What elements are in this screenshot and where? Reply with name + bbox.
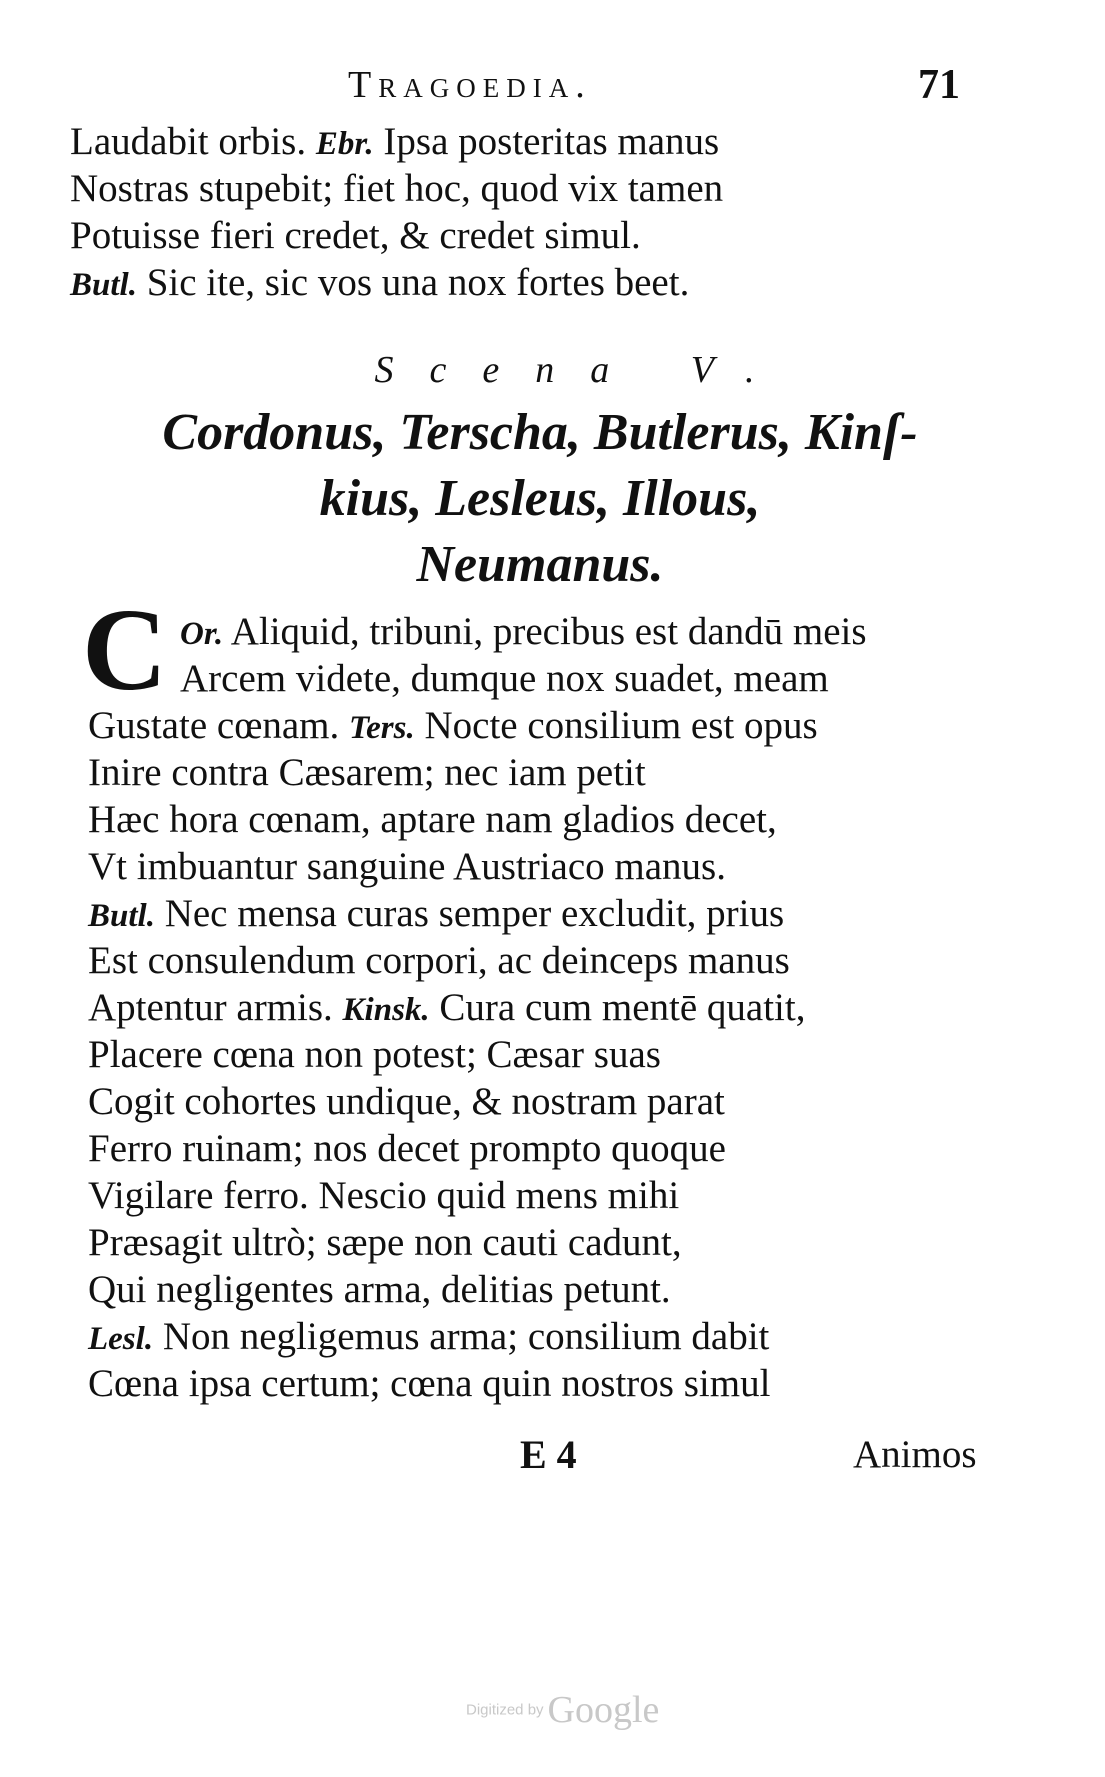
google-logo: Google <box>547 1689 660 1731</box>
verse-text: Nostras stupebit; fiet hoc, quod vix tamen <box>70 167 724 210</box>
speaker-name: Kinsk. <box>342 992 430 1028</box>
verse-text: Cœna ipsa certum; cœna quin nostros simul <box>88 1362 771 1405</box>
speaker-name: Or. <box>180 616 224 652</box>
scene-heading: Scena V. <box>374 349 791 391</box>
verse-text: Nec mensa curas semper excludit, prius <box>154 892 785 935</box>
verse-line <box>88 1360 1038 1407</box>
speaker-name: Butl. <box>88 898 155 934</box>
verse-line <box>88 890 1038 937</box>
verse-line <box>88 702 1038 749</box>
verse-text: Ferro ruinam; nos decet prompto quoque <box>88 1127 726 1170</box>
verse-line <box>180 608 1105 655</box>
verse-text: Non negligemus arma; consilium dabit <box>153 1315 770 1358</box>
verse-line <box>88 843 1038 890</box>
verse-text: Præsagit ultrò; sæpe non cauti cadunt, <box>88 1221 682 1264</box>
verse-text: Hæc hora cœnam, aptare nam gladios decet, <box>88 798 777 841</box>
verse-line <box>70 165 1020 212</box>
speaker-name: Ters. <box>349 710 415 746</box>
verse-line <box>88 1172 1038 1219</box>
verse-text: Sic ite, sic vos una nox fortes beet. <box>136 261 690 304</box>
verse-text: Vigilare ferro. Nescio quid mens mihi <box>88 1174 680 1217</box>
signature-mark: E 4 <box>520 1432 577 1477</box>
verse-text: Qui negligentes arma, delitias petunt. <box>88 1268 671 1311</box>
speaker-name: Butl. <box>70 267 137 303</box>
verse-line <box>88 1031 1038 1078</box>
verse-text: Inire contra Cæsarem; nec iam petit <box>88 751 646 794</box>
opening-verse <box>70 118 1020 306</box>
verse-text: Cura cum mentē quatit, <box>429 986 806 1029</box>
cast-list <box>130 400 950 598</box>
verse-line <box>70 212 1020 259</box>
verse-line <box>70 259 1020 306</box>
dropcap-verse <box>180 608 1105 702</box>
verse-line <box>88 1219 1038 1266</box>
verse-text: Aptentur armis. <box>88 986 343 1029</box>
page-number: 71 <box>918 62 960 108</box>
verse-text: Est consulendum corpori, ac deinceps manus <box>88 939 790 982</box>
running-head <box>0 60 1105 110</box>
verse-text: Nocte consilium est opus <box>414 704 818 747</box>
verse-text: Aliquid, tribuni, precibus est dandū meis <box>223 610 867 653</box>
running-title: Tragoedia. <box>348 64 592 106</box>
verse-text: Vt imbuantur sanguine Austriaco manus. <box>88 845 726 888</box>
verse-line <box>88 984 1038 1031</box>
verse-line <box>88 749 1038 796</box>
cast-line: Cordonus, Terscha, Butlerus, Kinſ- <box>162 404 918 461</box>
verse-line <box>180 655 1105 702</box>
digitization-watermark <box>466 1688 659 1738</box>
verse-text: Potuisse fieri credet, & credet simul. <box>70 214 641 257</box>
verse-text: Ipsa posteritas manus <box>373 120 720 163</box>
main-verse <box>88 702 1038 1407</box>
catchword: Animos <box>853 1433 977 1476</box>
drop-cap: C <box>82 584 168 715</box>
verse-text: Arcem videte, dumque nox suadet, meam <box>180 657 829 700</box>
verse-line <box>88 796 1038 843</box>
verse-line <box>88 937 1038 984</box>
verse-line <box>70 118 1020 165</box>
cast-line: kius, Lesleus, Illous, <box>319 470 761 527</box>
watermark-prefix: Digitized by <box>466 1701 544 1719</box>
verse-text: Cogit cohortes undique, & nostram parat <box>88 1080 725 1123</box>
verse-text: Gustate cœnam. <box>88 704 350 747</box>
page-footer <box>0 1430 1105 1480</box>
verse-text: Placere cœna non potest; Cæsar suas <box>88 1033 661 1076</box>
speaker-name: Lesl. <box>88 1321 154 1357</box>
speaker-name: Ebr. <box>315 126 374 162</box>
verse-line <box>88 1078 1038 1125</box>
cast-line: Neumanus. <box>416 536 664 593</box>
verse-line <box>88 1266 1038 1313</box>
verse-text: Laudabit orbis. <box>70 120 316 163</box>
verse-line <box>88 1125 1038 1172</box>
verse-line <box>88 1313 1038 1360</box>
